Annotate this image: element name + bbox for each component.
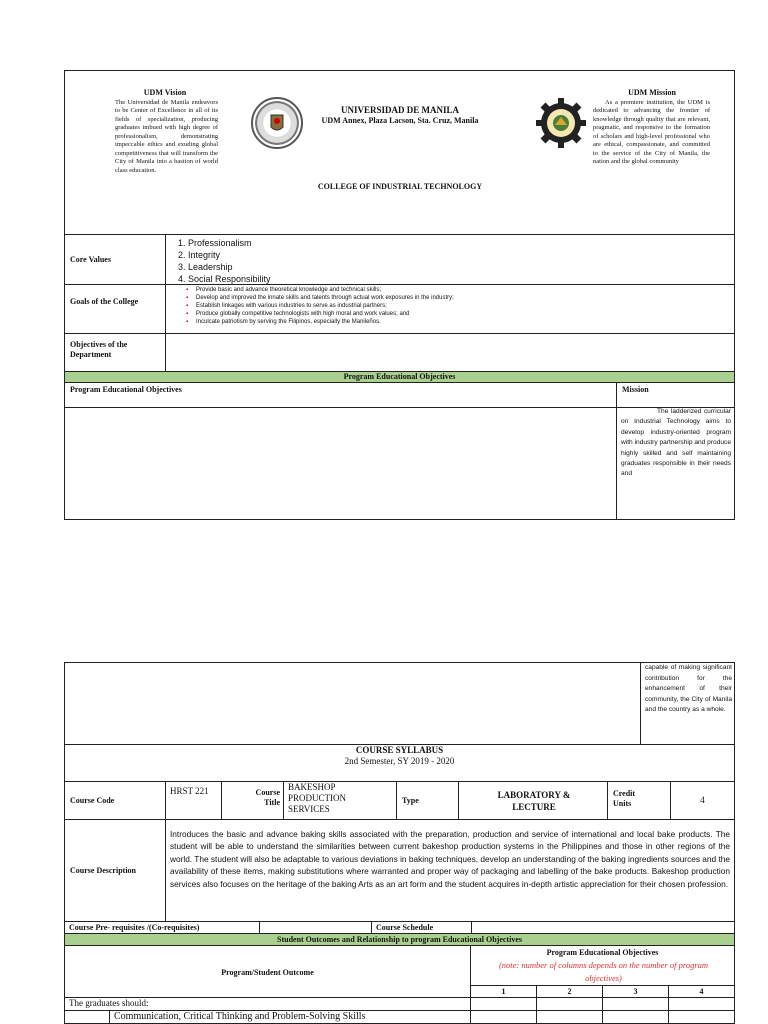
desc-label-cell (64, 819, 166, 922)
core-value-item: 2. Integrity (188, 249, 271, 261)
course-title-cell (283, 781, 397, 820)
credit-label: Credit Units (613, 789, 636, 808)
university-address: UDM Annex, Plaza Lacson, Sta. Cruz, Manila (321, 116, 479, 125)
mission-continued-text: The ladderized curricular on Industrial Technology aims to develop industry-oriented program with industry partnership and produce highly skilled and self maintaining graduates responsible in their needs and (621, 408, 731, 478)
peo-bar: Program Educational Objectives (64, 371, 735, 383)
peo-header-cell (64, 382, 617, 408)
grad-cell-1 (470, 997, 537, 1011)
peo-col-2: 2 (536, 985, 603, 998)
type-label-cell (396, 781, 459, 820)
peo-col-3: 3 (602, 985, 669, 998)
peo-objectives-note: (note: number of columns depends on the number of program objectives) (498, 960, 709, 983)
vision-text: The Universidad de Manila endeavors to be Center of Excellence in all of its fields of specialization, producing graduates imbued with high degree of professionalism, demonstrating impeccable ethics and exuding global competitiveness that will transform the City of Manila into a bastion of world class education. (115, 99, 218, 174)
credit-value: 4 (700, 795, 705, 805)
core-values-cell (165, 234, 735, 285)
goal-item: ▪ Provide basic and advance theoretical knowledge and technical skills; (196, 286, 454, 294)
desc-text: Introduces the basic and advance baking skills associated with the preparation, production and service of international and local bake products. The student will be able to understand the similarities between current bakeshop production systems in the Philippines and those in other regions of the world. The student will also be adaptable to various deviations in baking techniques, develop an understanding of the baking ingredients sources and the availability of these items, making substitutions where warranted and proper way of packaging and labelling of the bake products. Bakeshop production services also focuses on the heritage of the baking Arts as an art form and the student acquires in-depth artistic appreciation for their chosen profession. (170, 829, 730, 889)
mission-text: As a premiere institution, the UDM is dedicated to advancing the frontier of knowledge through quality that are relevant, pragmatic, and responsive to the formation of scholars and high-level professional who are ethical, compassionate, and committed to the service of the City of Manila, the nation and the global community (593, 99, 710, 166)
course-title-label: Course Title (255, 788, 280, 807)
so-bar: Student Outcomes and Relationship to program Educational Objectives (64, 933, 735, 946)
peo-body-cell (64, 407, 617, 520)
mission-title: UDM Mission (628, 88, 676, 97)
page2-mission-cell (640, 662, 735, 745)
gear-icon (535, 97, 587, 149)
core-value-item: 1. Professionalism (188, 237, 271, 249)
core-value-item: 3. Leadership (188, 261, 271, 273)
objectives-label: Objectives of the Department (70, 340, 128, 359)
course-code-label-cell (64, 781, 166, 820)
outcome-cell-2 (536, 1010, 603, 1024)
core-values-list (166, 237, 271, 285)
outcome-cell-1 (470, 1010, 537, 1024)
schedule-label: Course Schedule (376, 923, 434, 932)
mission-body-cell (616, 407, 735, 520)
type-label: Type (402, 796, 419, 805)
graduates-cell (64, 997, 471, 1011)
peo-col-header: Program Educational Objectives (70, 385, 182, 394)
outcome-cell (109, 1010, 471, 1024)
so-col-header: Program/Student Outcome (221, 968, 314, 977)
goals-cell (165, 284, 735, 334)
desc-label: Course Description (70, 866, 136, 875)
page2-top-cell (64, 662, 641, 745)
goal-item: ▪ Develop and improved the innate skills and talents through actual work exposures in the industry; (196, 294, 454, 302)
syllabus-title-cell (64, 744, 735, 782)
outcome-cell-4 (668, 1010, 735, 1024)
goal-item: ▪ Establish linkages with various industries to serve as industrial partners; (196, 302, 454, 310)
core-values-label-cell (64, 234, 166, 285)
goals-list (182, 286, 454, 326)
course-title-label-cell (221, 781, 284, 820)
vision-title: UDM Vision (143, 88, 187, 97)
prereq-label: Course Pre- requisites /(Co-requisites) (69, 923, 200, 932)
mission-continued-text-2: capable of making significant contribution for the enhancement of their community, the City of Manila and the country as a whole. (645, 664, 732, 714)
outcome-text: Communication, Critical Thinking and Problem-Solving Skills (114, 1011, 366, 1022)
course-code-label: Course Code (70, 796, 115, 805)
outcome-cell-3 (602, 1010, 669, 1024)
peo-col-4: 4 (668, 985, 735, 998)
peo-objectives-header: Program Educational Objectives (546, 948, 659, 957)
credit-label-cell (607, 781, 671, 820)
grad-cell-4 (668, 997, 735, 1011)
type-cell (458, 781, 608, 820)
mission-col-header: Mission (622, 385, 649, 394)
goals-label: Goals of the College (70, 297, 139, 306)
core-values-label: Core Values (70, 255, 111, 264)
goal-item: ▪ Produce globally competitive technologists with high moral and work values; and (196, 310, 454, 318)
mission-header-cell (616, 382, 735, 408)
course-code-value: HRST 221 (170, 786, 209, 796)
college-name: COLLEGE OF INDUSTRIAL TECHNOLOGY (317, 182, 483, 191)
outcome-index-cell (64, 1010, 110, 1024)
peo-objectives-header-cell (470, 945, 735, 986)
credit-cell (670, 781, 735, 820)
type-value: LABORATORY & LECTURE (497, 790, 571, 812)
graduates-text: The graduates should: (69, 998, 149, 1008)
syllabus-semester: 2nd Semester, SY 2019 - 2020 (344, 756, 455, 766)
goals-label-cell (64, 284, 166, 334)
university-name: UNIVERSIDAD DE MANILA (340, 105, 459, 115)
objectives-cell (165, 333, 735, 372)
udm-seal-logo (251, 97, 303, 149)
so-col-header-cell (64, 945, 471, 998)
objectives-label-cell (64, 333, 166, 372)
header-box (64, 70, 735, 235)
seal-emblem-icon (253, 99, 301, 147)
cit-gear-logo (535, 97, 587, 149)
course-code-cell (165, 781, 222, 820)
syllabus-title: COURSE SYLLABUS (355, 745, 444, 755)
core-value-item: 4. Social Responsibility (188, 273, 271, 285)
course-title-value: BAKESHOP PRODUCTION SERVICES (288, 782, 347, 814)
grad-cell-3 (602, 997, 669, 1011)
grad-cell-2 (536, 997, 603, 1011)
desc-cell (165, 819, 735, 922)
peo-col-1: 1 (470, 985, 537, 998)
goal-item: ▪ Inculcate patriotism by serving the Filipinos, especially the Manileños. (196, 318, 454, 326)
